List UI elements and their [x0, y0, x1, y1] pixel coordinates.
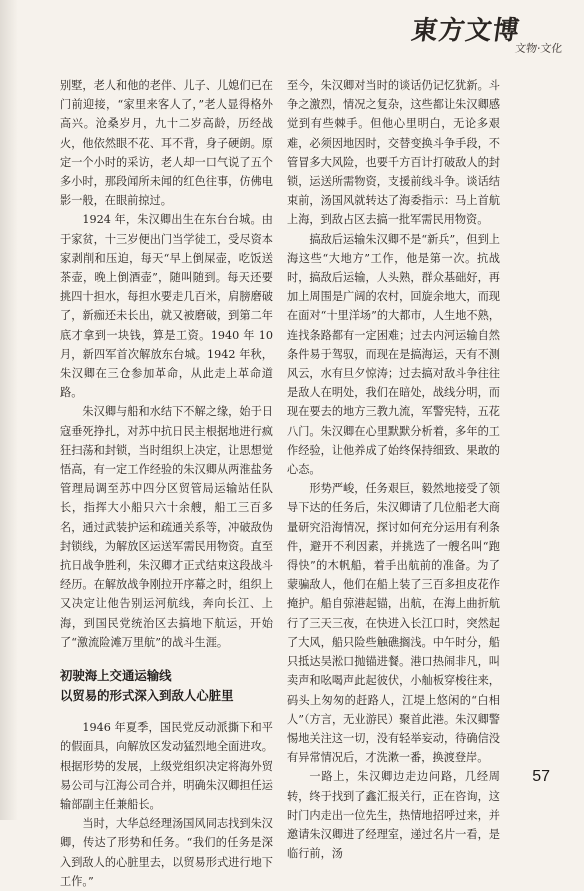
- paragraph: 一路上，朱汉卿边走边问路，几经周转，终于找到了鑫汇报关行，正在咨询，这时门内走出一位先生，热情地招呼过来，并邀请朱汉卿进了经理室，递过名片一看，是临行前，汤: [287, 770, 500, 861]
- paragraph: 别墅，老人和他的老伴、儿子、儿媳们已在门前迎接，“家里来客人了，”老人显得格外高兴。沧桑岁月，九十二岁高龄，历经战火，他依然眼不花、耳不背，身子硬朗。原定一个小时的采访，老人却一口气说了五个多小时，那段闻所未闻的红色往事，仿佛电影一般，在眼前掠过。: [60, 79, 273, 208]
- paragraph: 形势严峻，任务艰巨，毅然地接受了领导下达的任务后，朱汉卿请了几位船老大商量研究沿海情况，探讨如何充分运用有利条件，避开不利因素，并挑选了一艘名叫“跑得快”的木帆船，着手出航前的准备。为了蒙骗敌人，他们在船上装了三百多担皮花作掩护。船自弶港起锚，出航，在海上曲折航行了三天三夜，在快进入长江口时，突然起了大风，船只险些触礁搁浅。中午时分，船只抵达吴淞口抛锚进餐。港口热闹非凡，叫卖声和吆喝声此起彼伏，小舢板穿梭往来，码头上匆匆的赶路人，江堤上悠闲的“白相人”（方言，无业游民）聚首此港。朱汉卿警惕地关注这一切，没有轻举妄动，待确信没有异常情况后，才洗漱一番，换渡登岸。: [287, 482, 500, 765]
- left-column: [60, 76, 273, 891]
- paragraph: 1924 年，朱汉卿出生在东台台城。由于家贫，十三岁便出门当学徒工，受尽资本家剥削和压迫，每天“早上倒屎壶，吃饭送茶壶，晚上倒酒壶”，随叫随到。每天还要挑四十担水，每担水要走几百米，肩膀磨破了，新痂还未长出，就又被磨破，到第二年底才拿到一块钱，算是工资。1940 年 10 月，新四军首次解放东台城。1942 年秋，朱汉卿在三仓参加革命，从此走上革命道路。: [60, 213, 273, 400]
- paragraph: 搞敌后运输朱汉卿不是“新兵”，但到上海这些“大地方”工作，他是第一次。抗战时，搞敌后运输，人头熟，群众基础好，再加上周围是广阔的农村，回旋余地大，而现在面对“十里洋场”的大都市，人生地不熟，连找条路都有一定困难；过去内河运输自然条件易于驾驭，而现在是搞海运，天有不测风云，水有旦夕惊涛；过去搞对敌斗争往往是敌人在明处，我们在暗处，战线分明，而现在要去的地方三教九流，军警宪特，五花八门。朱汉卿在心里默默分析着，多年的工作经验，让他养成了始终保持细致、果敢的心态。: [287, 232, 500, 477]
- logo-subtitle: 文物·文化: [513, 42, 563, 55]
- section-heading: [60, 666, 273, 706]
- paragraph: 当时，大华总经理汤国风同志找到朱汉卿，传达了形势和任务。“我们的任务是深入到敌人的心脏里去，以贸易形式进行地下工作。”: [60, 817, 273, 888]
- paragraph: 1946 年夏季，国民党反动派撕下和平的假面具，向解放区发动猛烈地全面进攻。根据形势的发展，上级党组织决定将海外贸易公司与江海公司合并，明确朱汉卿担任运输部副主任兼船长。: [60, 721, 273, 811]
- section-heading-line: 以贸易的形式深入到敌人心脏里: [60, 688, 234, 704]
- section-heading-line: 初驶海上交通运输线: [60, 668, 172, 684]
- binding-shadow: [0, 0, 18, 820]
- magazine-logo: [409, 10, 563, 58]
- right-column: [287, 76, 500, 863]
- paragraph: 朱汉卿与船和水结下不解之缘，始于日寇垂死挣扎，对苏中抗日民主根据地进行疯狂扫荡和封锁，当时组织上决定，让思想觉悟高，有一定工作经验的朱汉卿从两淮盐务管理局调至苏中四分区贸管局运输站任队长，指挥大小船只六十余艘，船工三百多名，通过武装护运和疏通关系等，冲破敌伪封锁线，为解放区运送军需民用物资。直至抗日战争胜利，朱汉卿才正式结束这段战斗经历。在解放战争刚拉开序幕之时，组织上又决定让他告别运河航线，奔向长江、上海，到国民党统治区去搞地下航运，开始了“激流险滩万里航”的战斗生涯。: [60, 405, 273, 649]
- paragraph: 至今，朱汉卿对当时的谈话仍记忆犹新。斗争之激烈，情况之复杂，这些都让朱汉卿感觉到有些棘手。但他心里明白，无论多艰难，必须因地因时，交替变换斗争手段，不管冒多大风险，也要千方百计打破敌人的封锁，运送所需物资，支援前线斗争。谈话结束前，汤国风就转达了海委指示：马上首航上海，到敌占区去搞一批军需民用物资。: [287, 79, 500, 227]
- logo-title: 東方文博: [409, 16, 522, 46]
- page-number: 57: [532, 768, 550, 785]
